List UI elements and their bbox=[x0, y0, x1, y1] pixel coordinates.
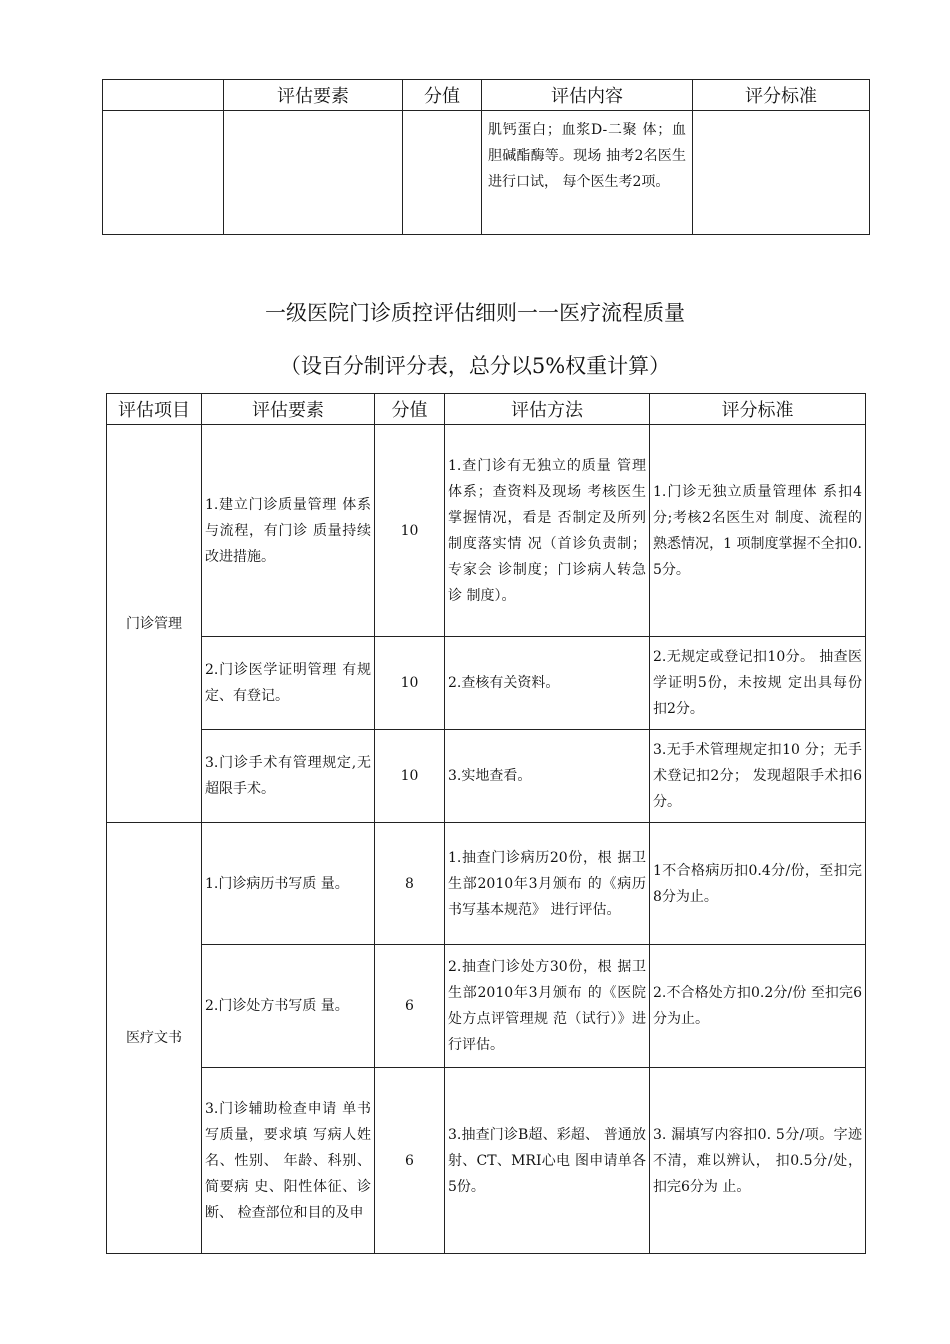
table-row bbox=[107, 823, 866, 945]
method-cell: 1.查门诊有无独立的质量 管理体系；查资料及现场 考核医生掌握情况，看是 否制定及所列制度落实情 况（首诊负责制；专家会 诊制度；门诊病人转急诊 制度）。 bbox=[445, 425, 650, 637]
criteria-cell: 2.不合格处方扣0.2分/份 至扣完6分为止。 bbox=[650, 945, 866, 1068]
criteria-cell: 1.门诊无独立质量管理体 系扣4分;考核2名医生对 制度、流程的熟悉情况，1 项制度掌握不全扣0.5分。 bbox=[650, 425, 866, 637]
continued-table bbox=[102, 79, 870, 235]
criteria-cell: 1不合格病历扣0.4分/份，至扣完8分为止。 bbox=[650, 823, 866, 945]
method-cell: 1.抽查门诊病历20份，根 据卫生部2010年3月颁布 的《病历书写基本规范》 进行评估。 bbox=[445, 823, 650, 945]
table-row bbox=[107, 945, 866, 1068]
table1-header: 评分标准 bbox=[693, 80, 870, 111]
table2-header-row bbox=[107, 394, 866, 425]
table2-header: 分值 bbox=[375, 394, 445, 425]
table-row bbox=[107, 1068, 866, 1254]
table-cell bbox=[403, 111, 482, 235]
project-cell: 医疗文书 bbox=[107, 823, 202, 1254]
page-subtitle: （设百分制评分表，总分以5%权重计算） bbox=[279, 354, 671, 378]
element-cell: 3.门诊辅助检查申请 单书写质量，要求填 写病人姓名、性别、 年龄、科别、简要病 史、阳性体征、诊断、 检查部位和目的及申 bbox=[202, 1068, 375, 1254]
element-cell: 2.门诊处方书写质 量。 bbox=[202, 945, 375, 1068]
score-cell: 10 bbox=[375, 425, 445, 637]
table2-header: 评估方法 bbox=[445, 394, 650, 425]
page-title: 一级医院门诊质控评估细则一一医疗流程质量 bbox=[265, 301, 685, 325]
element-cell: 2.门诊医学证明管理 有规定、有登记。 bbox=[202, 637, 375, 730]
method-cell: 3.抽查门诊B超、彩超、 普通放射、CT、MRI心电 图申请单各5份。 bbox=[445, 1068, 650, 1254]
table1-header: 评估内容 bbox=[482, 80, 693, 111]
table1-header-row bbox=[103, 80, 870, 111]
criteria-cell: 3.无手术管理规定扣10 分；无手术登记扣2分； 发现超限手术扣6分。 bbox=[650, 730, 866, 823]
element-cell: 1.门诊病历书写质 量。 bbox=[202, 823, 375, 945]
table-cell bbox=[103, 111, 224, 235]
score-cell: 10 bbox=[375, 637, 445, 730]
table1-header bbox=[103, 80, 224, 111]
table-cell bbox=[224, 111, 403, 235]
table-row bbox=[107, 425, 866, 637]
element-cell: 1.建立门诊质量管理 体系与流程，有门诊 质量持续改进措施。 bbox=[202, 425, 375, 637]
method-cell: 2.查核有关资料。 bbox=[445, 637, 650, 730]
table2-header: 评分标准 bbox=[650, 394, 866, 425]
score-cell: 10 bbox=[375, 730, 445, 823]
evaluation-table bbox=[106, 393, 866, 1254]
table-row bbox=[107, 637, 866, 730]
table1-header: 评估要素 bbox=[224, 80, 403, 111]
table-row bbox=[107, 730, 866, 823]
method-cell: 3.实地查看。 bbox=[445, 730, 650, 823]
table2-header: 评估要素 bbox=[202, 394, 375, 425]
score-cell: 8 bbox=[375, 823, 445, 945]
table2-header: 评估项目 bbox=[107, 394, 202, 425]
score-cell: 6 bbox=[375, 945, 445, 1068]
criteria-cell: 2.无规定或登记扣10分。 抽查医学证明5份，未按规 定出具每份扣2分。 bbox=[650, 637, 866, 730]
method-cell: 2.抽查门诊处方30份，根 据卫生部2010年3月颁布 的《医院处方点评管理规 范（试行）》进行评估。 bbox=[445, 945, 650, 1068]
table1-header: 分值 bbox=[403, 80, 482, 111]
table-cell bbox=[693, 111, 870, 235]
table-row bbox=[103, 111, 870, 235]
criteria-cell: 3. 漏填写内容扣0. 5分/项。字迹不清，难以辨认， 扣0.5分/处，扣完6分为 止。 bbox=[650, 1068, 866, 1254]
table-cell: 肌钙蛋白；血浆D-二聚 体；血胆碱酯酶等。现场 抽考2名医生进行口试， 每个医生考2项。 bbox=[482, 111, 693, 235]
element-cell: 3.门诊手术有管理规定,无超限手术。 bbox=[202, 730, 375, 823]
project-cell: 门诊管理 bbox=[107, 425, 202, 823]
score-cell: 6 bbox=[375, 1068, 445, 1254]
